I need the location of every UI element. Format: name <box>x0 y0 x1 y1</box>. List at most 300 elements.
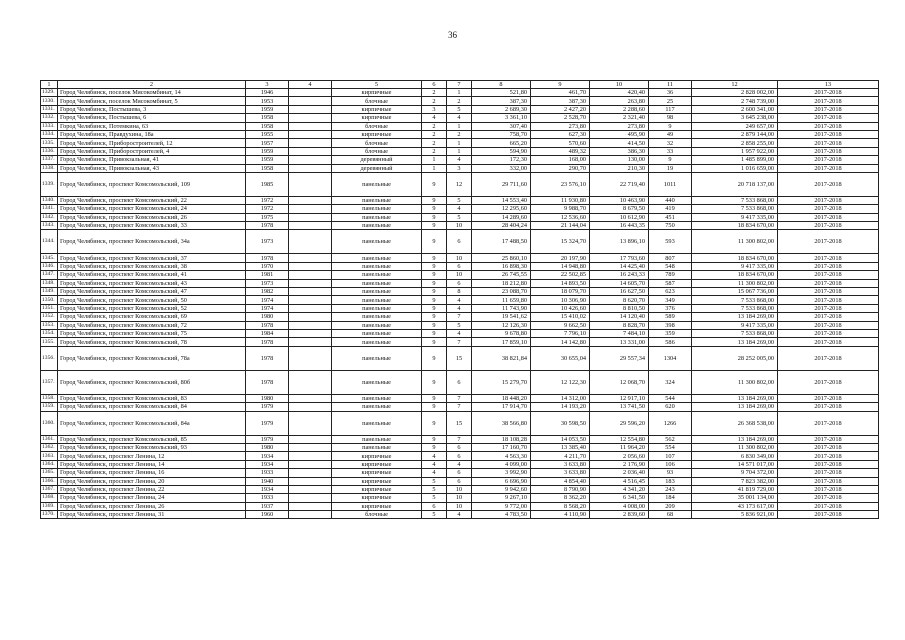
column-4-cell <box>289 494 332 502</box>
area-cell: 8 790,90 <box>531 485 590 493</box>
row-number: 1329. <box>41 89 58 97</box>
residents-cell: 376 <box>649 304 692 312</box>
wall-material-cell: кирпичные <box>332 105 422 113</box>
row-number: 1356. <box>41 346 58 370</box>
cost-cell: 18 834 670,00 <box>692 254 778 262</box>
living-area-cell: 420,40 <box>590 89 649 97</box>
wall-material-cell: панельные <box>332 411 422 435</box>
year-built-cell: 1933 <box>246 469 289 477</box>
table-row <box>41 511 879 519</box>
period-cell: 2017-2018 <box>778 262 879 270</box>
row-number: 1337. <box>41 156 58 164</box>
wall-material-cell: кирпичные <box>332 494 422 502</box>
column-4-cell <box>289 271 332 279</box>
address-cell: Город Челябинск, проспект Комсомольский, 43 <box>58 279 246 287</box>
table-row <box>41 156 879 164</box>
column-4-cell <box>289 321 332 329</box>
address-cell: Город Челябинск, проспект Комсомольский, 69 <box>58 313 246 321</box>
table-row <box>41 105 879 113</box>
total-area-cell: 26 745,55 <box>472 271 531 279</box>
area-cell: 4 110,90 <box>531 511 590 519</box>
total-area-cell: 307,40 <box>472 122 531 130</box>
period-cell: 2017-2018 <box>778 346 879 370</box>
entrances-cell: 4 <box>447 329 472 337</box>
column-4-cell <box>289 262 332 270</box>
address-cell: Город Челябинск, проспект Комсомольский, 52 <box>58 304 246 312</box>
living-area-cell: 2 176,90 <box>590 460 649 468</box>
total-area-cell: 665,20 <box>472 139 531 147</box>
row-number: 1369. <box>41 502 58 510</box>
address-cell: Город Челябинск, проспект Ленина, 12 <box>58 452 246 460</box>
residents-cell: 19 <box>649 164 692 172</box>
row-number: 1365. <box>41 469 58 477</box>
wall-material-cell: панельные <box>332 196 422 204</box>
entrances-cell: 10 <box>447 494 472 502</box>
cost-cell: 18 834 670,00 <box>692 222 778 230</box>
residents-cell: 36 <box>649 89 692 97</box>
row-number: 1367. <box>41 485 58 493</box>
living-area-cell: 16 443,35 <box>590 222 649 230</box>
column-header: 3 <box>246 81 289 89</box>
entrances-cell: 12 <box>447 172 472 196</box>
period-cell: 2017-2018 <box>778 172 879 196</box>
year-built-cell: 1980 <box>246 443 289 451</box>
floors-cell: 9 <box>422 271 447 279</box>
area-cell: 14 053,50 <box>531 435 590 443</box>
wall-material-cell: кирпичные <box>332 130 422 138</box>
wall-material-cell: панельные <box>332 222 422 230</box>
wall-material-cell: блочные <box>332 97 422 105</box>
address-cell: Город Челябинск, проспект Комсомольский, 75 <box>58 329 246 337</box>
cost-cell: 13 184 269,00 <box>692 435 778 443</box>
table-row <box>41 213 879 221</box>
residents-cell: 106 <box>649 460 692 468</box>
residents-cell: 68 <box>649 511 692 519</box>
total-area-cell: 11 743,90 <box>472 304 531 312</box>
total-area-cell: 38 566,80 <box>472 411 531 435</box>
cost-cell: 18 834 670,00 <box>692 271 778 279</box>
living-area-cell: 11 964,20 <box>590 443 649 451</box>
residents-cell: 593 <box>649 230 692 254</box>
column-4-cell <box>289 394 332 402</box>
row-number: 1363. <box>41 452 58 460</box>
wall-material-cell: блочные <box>332 511 422 519</box>
row-number: 1355. <box>41 338 58 346</box>
floors-cell: 9 <box>422 329 447 337</box>
address-cell: Город Челябинск, проспект Комсомольский, 47 <box>58 288 246 296</box>
living-area-cell: 29 596,20 <box>590 411 649 435</box>
entrances-cell: 1 <box>447 122 472 130</box>
row-number: 1335. <box>41 139 58 147</box>
address-cell: Город Челябинск, проспект Ленина, 22 <box>58 485 246 493</box>
row-number: 1348. <box>41 279 58 287</box>
residents-cell: 398 <box>649 321 692 329</box>
residents-cell: 209 <box>649 502 692 510</box>
total-area-cell: 12 126,30 <box>472 321 531 329</box>
residents-cell: 451 <box>649 213 692 221</box>
address-cell: Город Челябинск, Правдухина, 18а <box>58 130 246 138</box>
residents-cell: 1266 <box>649 411 692 435</box>
floors-cell: 2 <box>422 122 447 130</box>
column-4-cell <box>289 222 332 230</box>
address-cell: Город Челябинск, Потемкина, 63 <box>58 122 246 130</box>
total-area-cell: 9 678,80 <box>472 329 531 337</box>
period-cell: 2017-2018 <box>778 485 879 493</box>
address-cell: Город Челябинск, проспект Ленина, 14 <box>58 460 246 468</box>
period-cell: 2017-2018 <box>778 205 879 213</box>
total-area-cell: 19 541,62 <box>472 313 531 321</box>
column-4-cell <box>289 460 332 468</box>
table-row <box>41 147 879 155</box>
period-cell: 2017-2018 <box>778 477 879 485</box>
floors-cell: 9 <box>422 222 447 230</box>
living-area-cell: 6 341,50 <box>590 494 649 502</box>
residents-cell: 620 <box>649 403 692 411</box>
table-row <box>41 452 879 460</box>
floors-cell: 9 <box>422 304 447 312</box>
living-area-cell: 273,80 <box>590 122 649 130</box>
wall-material-cell: панельные <box>332 435 422 443</box>
period-cell: 2017-2018 <box>778 130 879 138</box>
floors-cell: 9 <box>422 296 447 304</box>
row-number: 1352. <box>41 313 58 321</box>
wall-material-cell: деревянный <box>332 156 422 164</box>
year-built-cell: 1985 <box>246 172 289 196</box>
floors-cell: 9 <box>422 262 447 270</box>
residents-cell: 440 <box>649 196 692 204</box>
total-area-cell: 38 821,84 <box>472 346 531 370</box>
living-area-cell: 210,30 <box>590 164 649 172</box>
area-cell: 168,00 <box>531 156 590 164</box>
living-area-cell: 7 484,10 <box>590 329 649 337</box>
period-cell: 2017-2018 <box>778 394 879 402</box>
table-row <box>41 411 879 435</box>
entrances-cell: 4 <box>447 114 472 122</box>
entrances-cell: 2 <box>447 130 472 138</box>
column-header: 1 <box>41 81 58 89</box>
entrances-cell: 7 <box>447 394 472 402</box>
row-number: 1360. <box>41 411 58 435</box>
year-built-cell: 1975 <box>246 213 289 221</box>
living-area-cell: 14 605,70 <box>590 279 649 287</box>
year-built-cell: 1959 <box>246 105 289 113</box>
year-built-cell: 1973 <box>246 230 289 254</box>
table-row <box>41 346 879 370</box>
area-cell: 9 662,50 <box>531 321 590 329</box>
floors-cell: 9 <box>422 205 447 213</box>
residents-cell: 548 <box>649 262 692 270</box>
wall-material-cell: панельные <box>332 443 422 451</box>
area-cell: 4 854,40 <box>531 477 590 485</box>
area-cell: 2 528,70 <box>531 114 590 122</box>
address-cell: Город Челябинск, проспект Комсомольский, 34а <box>58 230 246 254</box>
floors-cell: 3 <box>422 105 447 113</box>
wall-material-cell: деревянный <box>332 164 422 172</box>
total-area-cell: 4 783,50 <box>472 511 531 519</box>
living-area-cell: 495,90 <box>590 130 649 138</box>
total-area-cell: 332,00 <box>472 164 531 172</box>
row-number: 1353. <box>41 321 58 329</box>
row-number: 1362. <box>41 443 58 451</box>
column-4-cell <box>289 213 332 221</box>
column-4-cell <box>289 452 332 460</box>
area-cell: 9 988,70 <box>531 205 590 213</box>
period-cell: 2017-2018 <box>778 97 879 105</box>
living-area-cell: 4 516,45 <box>590 477 649 485</box>
wall-material-cell: панельные <box>332 338 422 346</box>
period-cell: 2017-2018 <box>778 164 879 172</box>
table-row <box>41 494 879 502</box>
table-row <box>41 329 879 337</box>
wall-material-cell: панельные <box>332 288 422 296</box>
area-cell: 14 193,20 <box>531 403 590 411</box>
table-row <box>41 321 879 329</box>
entrances-cell: 15 <box>447 411 472 435</box>
table-row <box>41 164 879 172</box>
year-built-cell: 1980 <box>246 394 289 402</box>
table-row <box>41 502 879 510</box>
period-cell: 2017-2018 <box>778 411 879 435</box>
residents-cell: 554 <box>649 443 692 451</box>
year-built-cell: 1959 <box>246 156 289 164</box>
period-cell: 2017-2018 <box>778 452 879 460</box>
row-number: 1346. <box>41 262 58 270</box>
row-number: 1338. <box>41 164 58 172</box>
area-cell: 7 796,10 <box>531 329 590 337</box>
period-cell: 2017-2018 <box>778 469 879 477</box>
residents-cell: 183 <box>649 477 692 485</box>
wall-material-cell: блочные <box>332 122 422 130</box>
column-4-cell <box>289 196 332 204</box>
period-cell: 2017-2018 <box>778 329 879 337</box>
period-cell: 2017-2018 <box>778 279 879 287</box>
cost-cell: 28 252 005,00 <box>692 346 778 370</box>
living-area-cell: 16 243,33 <box>590 271 649 279</box>
entrances-cell: 6 <box>447 230 472 254</box>
year-built-cell: 1979 <box>246 403 289 411</box>
column-4-cell <box>289 411 332 435</box>
year-built-cell: 1978 <box>246 222 289 230</box>
floors-cell: 5 <box>422 494 447 502</box>
address-cell: Город Челябинск, проспект Ленина, 31 <box>58 511 246 519</box>
table-row <box>41 485 879 493</box>
total-area-cell: 15 279,70 <box>472 370 531 394</box>
period-cell: 2017-2018 <box>778 338 879 346</box>
living-area-cell: 2 056,60 <box>590 452 649 460</box>
residents-cell: 98 <box>649 114 692 122</box>
row-number: 1358. <box>41 394 58 402</box>
living-area-cell: 130,00 <box>590 156 649 164</box>
floors-cell: 9 <box>422 230 447 254</box>
floors-cell: 9 <box>422 321 447 329</box>
floors-cell: 4 <box>422 469 447 477</box>
floors-cell: 9 <box>422 370 447 394</box>
column-4-cell <box>289 296 332 304</box>
floors-cell: 5 <box>422 511 447 519</box>
column-4-cell <box>289 122 332 130</box>
residents-cell: 184 <box>649 494 692 502</box>
row-number: 1349. <box>41 288 58 296</box>
entrances-cell: 3 <box>447 164 472 172</box>
row-number: 1357. <box>41 370 58 394</box>
table-row <box>41 262 879 270</box>
total-area-cell: 4 099,00 <box>472 460 531 468</box>
column-4-cell <box>289 130 332 138</box>
year-built-cell: 1953 <box>246 97 289 105</box>
residents-cell: 544 <box>649 394 692 402</box>
cost-cell: 7 533 868,00 <box>692 196 778 204</box>
row-number: 1359. <box>41 403 58 411</box>
floors-cell: 9 <box>422 411 447 435</box>
entrances-cell: 5 <box>447 196 472 204</box>
area-cell: 30 598,50 <box>531 411 590 435</box>
wall-material-cell: панельные <box>332 304 422 312</box>
entrances-cell: 6 <box>447 279 472 287</box>
address-cell: Город Челябинск, проспект Комсомольский, 78 <box>58 338 246 346</box>
address-cell: Город Челябинск, Постышева, 6 <box>58 114 246 122</box>
row-number: 1333. <box>41 122 58 130</box>
column-header: 2 <box>58 81 246 89</box>
year-built-cell: 1974 <box>246 296 289 304</box>
area-cell: 11 930,80 <box>531 196 590 204</box>
year-built-cell: 1970 <box>246 262 289 270</box>
address-cell: Город Челябинск, Привокзальная, 41 <box>58 156 246 164</box>
address-cell: Город Челябинск, проспект Комсомольский, 80б <box>58 370 246 394</box>
column-header: 13 <box>778 81 879 89</box>
period-cell: 2017-2018 <box>778 230 879 254</box>
table-row <box>41 403 879 411</box>
column-4-cell <box>289 329 332 337</box>
cost-cell: 9 417 335,00 <box>692 213 778 221</box>
year-built-cell: 1978 <box>246 338 289 346</box>
area-cell: 21 144,04 <box>531 222 590 230</box>
living-area-cell: 8 620,70 <box>590 296 649 304</box>
total-area-cell: 12 295,60 <box>472 205 531 213</box>
living-area-cell: 12 068,70 <box>590 370 649 394</box>
area-cell: 15 410,02 <box>531 313 590 321</box>
year-built-cell: 1957 <box>246 139 289 147</box>
period-cell: 2017-2018 <box>778 403 879 411</box>
residents-cell: 93 <box>649 469 692 477</box>
cost-cell: 1 957 922,00 <box>692 147 778 155</box>
entrances-cell: 5 <box>447 213 472 221</box>
column-header: 6 <box>422 81 447 89</box>
address-cell: Город Челябинск, проспект Комсомольский, 22 <box>58 196 246 204</box>
living-area-cell: 16 627,50 <box>590 288 649 296</box>
table-row <box>41 370 879 394</box>
column-header: 4 <box>289 81 332 89</box>
address-cell: Город Челябинск, проспект Комсомольский, 109 <box>58 172 246 196</box>
page-number: 36 <box>448 30 457 40</box>
floors-cell: 9 <box>422 213 447 221</box>
living-area-cell: 29 557,34 <box>590 346 649 370</box>
table-row <box>41 296 879 304</box>
residents-cell: 349 <box>649 296 692 304</box>
entrances-cell: 6 <box>447 443 472 451</box>
row-number: 1354. <box>41 329 58 337</box>
residents-cell: 324 <box>649 370 692 394</box>
year-built-cell: 1973 <box>246 279 289 287</box>
period-cell: 2017-2018 <box>778 222 879 230</box>
living-area-cell: 8 810,50 <box>590 304 649 312</box>
column-header: 10 <box>590 81 649 89</box>
cost-cell: 41 819 729,00 <box>692 485 778 493</box>
floors-cell: 4 <box>422 114 447 122</box>
year-built-cell: 1940 <box>246 477 289 485</box>
entrances-cell: 5 <box>447 321 472 329</box>
period-cell: 2017-2018 <box>778 147 879 155</box>
entrances-cell: 7 <box>447 338 472 346</box>
year-built-cell: 1934 <box>246 485 289 493</box>
floors-cell: 9 <box>422 435 447 443</box>
floors-cell: 9 <box>422 172 447 196</box>
period-cell: 2017-2018 <box>778 435 879 443</box>
floors-cell: 9 <box>422 346 447 370</box>
floors-cell: 5 <box>422 485 447 493</box>
total-area-cell: 521,80 <box>472 89 531 97</box>
address-cell: Город Челябинск, проспект Ленина, 26 <box>58 502 246 510</box>
entrances-cell: 4 <box>447 511 472 519</box>
floors-cell: 9 <box>422 394 447 402</box>
column-4-cell <box>289 254 332 262</box>
wall-material-cell: кирпичные <box>332 89 422 97</box>
entrances-cell: 6 <box>447 262 472 270</box>
cost-cell: 43 173 617,00 <box>692 502 778 510</box>
cost-cell: 2 858 255,00 <box>692 139 778 147</box>
total-area-cell: 9 942,60 <box>472 485 531 493</box>
total-area-cell: 18 448,20 <box>472 394 531 402</box>
column-4-cell <box>289 172 332 196</box>
table-row <box>41 435 879 443</box>
living-area-cell: 8 828,70 <box>590 321 649 329</box>
living-area-cell: 12 554,80 <box>590 435 649 443</box>
year-built-cell: 1955 <box>246 130 289 138</box>
table-row <box>41 122 879 130</box>
period-cell: 2017-2018 <box>778 122 879 130</box>
wall-material-cell: панельные <box>332 329 422 337</box>
table-row <box>41 130 879 138</box>
address-cell: Город Челябинск, Постышева, 3 <box>58 105 246 113</box>
total-area-cell: 2 689,30 <box>472 105 531 113</box>
entrances-cell: 5 <box>447 105 472 113</box>
period-cell: 2017-2018 <box>778 494 879 502</box>
wall-material-cell: панельные <box>332 296 422 304</box>
year-built-cell: 1958 <box>246 114 289 122</box>
residents-cell: 243 <box>649 485 692 493</box>
total-area-cell: 17 914,70 <box>472 403 531 411</box>
cost-cell: 15 067 736,00 <box>692 288 778 296</box>
residents-cell: 589 <box>649 313 692 321</box>
cost-cell: 11 300 802,00 <box>692 443 778 451</box>
address-cell: Город Челябинск, проспект Комсомольский, 84а <box>58 411 246 435</box>
total-area-cell: 11 659,80 <box>472 296 531 304</box>
area-cell: 570,60 <box>531 139 590 147</box>
cost-cell: 2 748 739,00 <box>692 97 778 105</box>
residents-cell: 9 <box>649 156 692 164</box>
period-cell: 2017-2018 <box>778 460 879 468</box>
cost-cell: 3 645 238,00 <box>692 114 778 122</box>
total-area-cell: 17 859,10 <box>472 338 531 346</box>
period-cell: 2017-2018 <box>778 321 879 329</box>
entrances-cell: 4 <box>447 205 472 213</box>
column-header: 12 <box>692 81 778 89</box>
total-area-cell: 3 361,10 <box>472 114 531 122</box>
row-number: 1345. <box>41 254 58 262</box>
period-cell: 2017-2018 <box>778 502 879 510</box>
floors-cell: 4 <box>422 460 447 468</box>
floors-cell: 1 <box>422 164 447 172</box>
entrances-cell: 4 <box>447 296 472 304</box>
